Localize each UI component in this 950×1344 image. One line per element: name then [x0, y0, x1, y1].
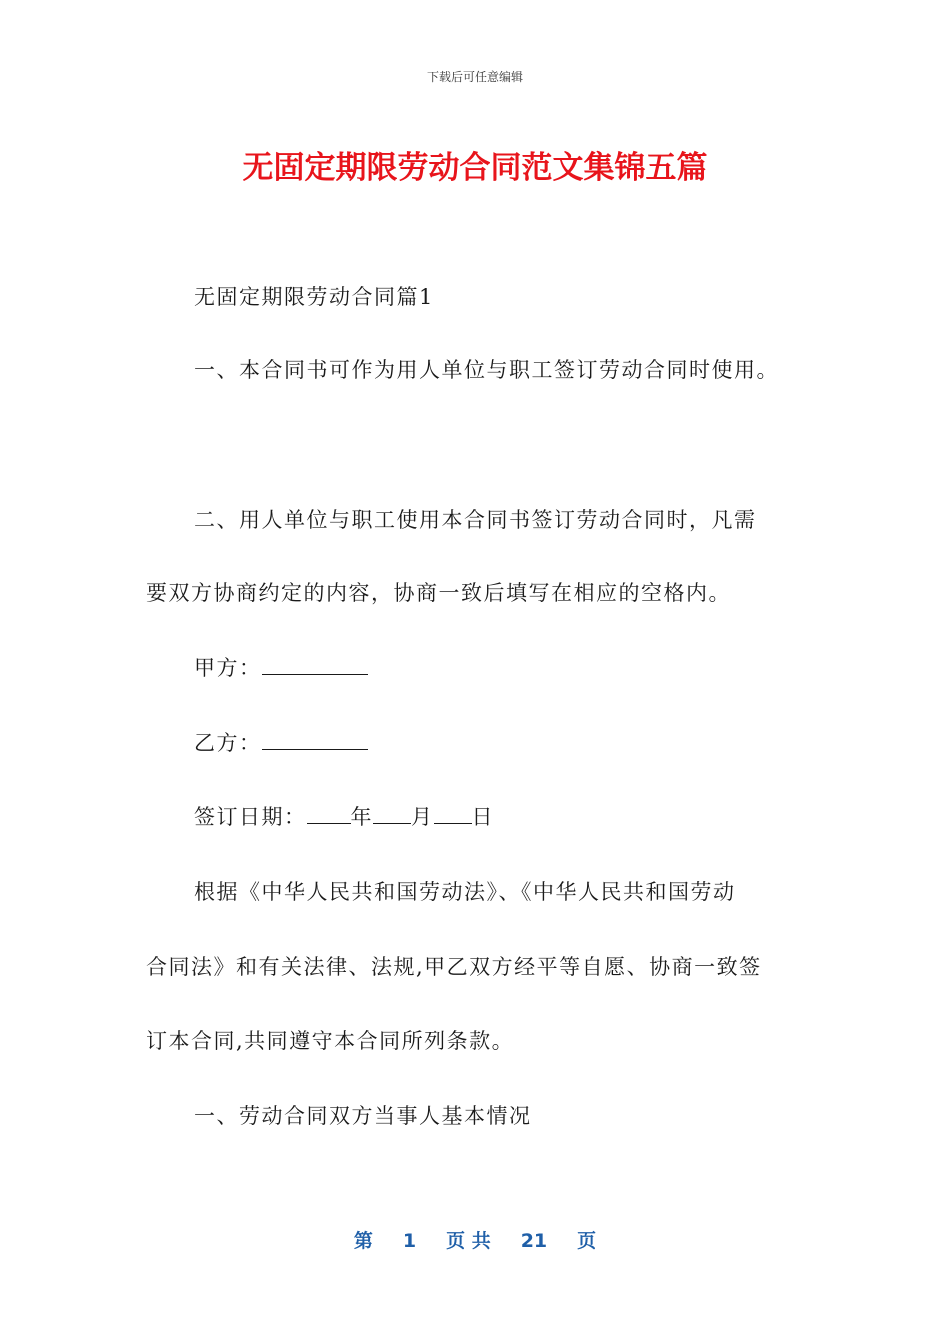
basis-paragraph-line-3: 订本合同,共同遵守本合同所列条款。: [146, 1029, 515, 1053]
sign-date-label: 签订日期：: [194, 805, 307, 829]
page-footer: [0, 1226, 950, 1253]
party-a-row: [194, 653, 854, 683]
footer-total-pages: 21: [520, 1230, 548, 1252]
section-heading: 无固定期限劳动合同篇1: [194, 285, 434, 309]
month-blank: [373, 803, 411, 824]
section-1-heading: 一、劳动合同双方当事人基本情况: [194, 1104, 532, 1128]
footer-suffix: 页: [577, 1230, 597, 1252]
basis-paragraph-line-1: 根据《中华人民共和国劳动法》、《中华人民共和国劳动: [194, 880, 736, 904]
day-unit: 日: [471, 805, 494, 829]
clause-paragraph-2-line-1: 二、用人单位与职工使用本合同书签订劳动合同时，凡需: [194, 508, 757, 532]
day-blank: [434, 803, 472, 824]
clause-paragraph-1: 一、本合同书可作为用人单位与职工签订劳动合同时使用。: [194, 358, 779, 382]
year-blank: [307, 803, 351, 824]
footer-middle: 页 共: [446, 1230, 491, 1252]
party-a-label: 甲方：: [194, 656, 262, 680]
clause-paragraph-2-line-2: 要双方协商约定的内容，协商一致后填写在相应的空格内。: [146, 581, 731, 605]
party-b-label: 乙方：: [194, 731, 262, 755]
footer-prefix: 第: [353, 1230, 373, 1252]
footer-current-page: 1: [402, 1230, 417, 1252]
header-note: 下载后可任意编辑: [426, 70, 523, 84]
sign-date-row: [194, 802, 854, 832]
party-a-blank: [262, 654, 368, 675]
month-unit: 月: [411, 805, 434, 829]
basis-paragraph-line-2: 合同法》和有关法律、法规,甲乙双方经平等自愿、协商一致签: [146, 955, 762, 979]
party-b-blank: [262, 729, 368, 750]
document-title: 无固定期限劳动合同范文集锦五篇: [242, 150, 708, 186]
year-unit: 年: [350, 805, 373, 829]
party-b-row: [194, 728, 854, 758]
